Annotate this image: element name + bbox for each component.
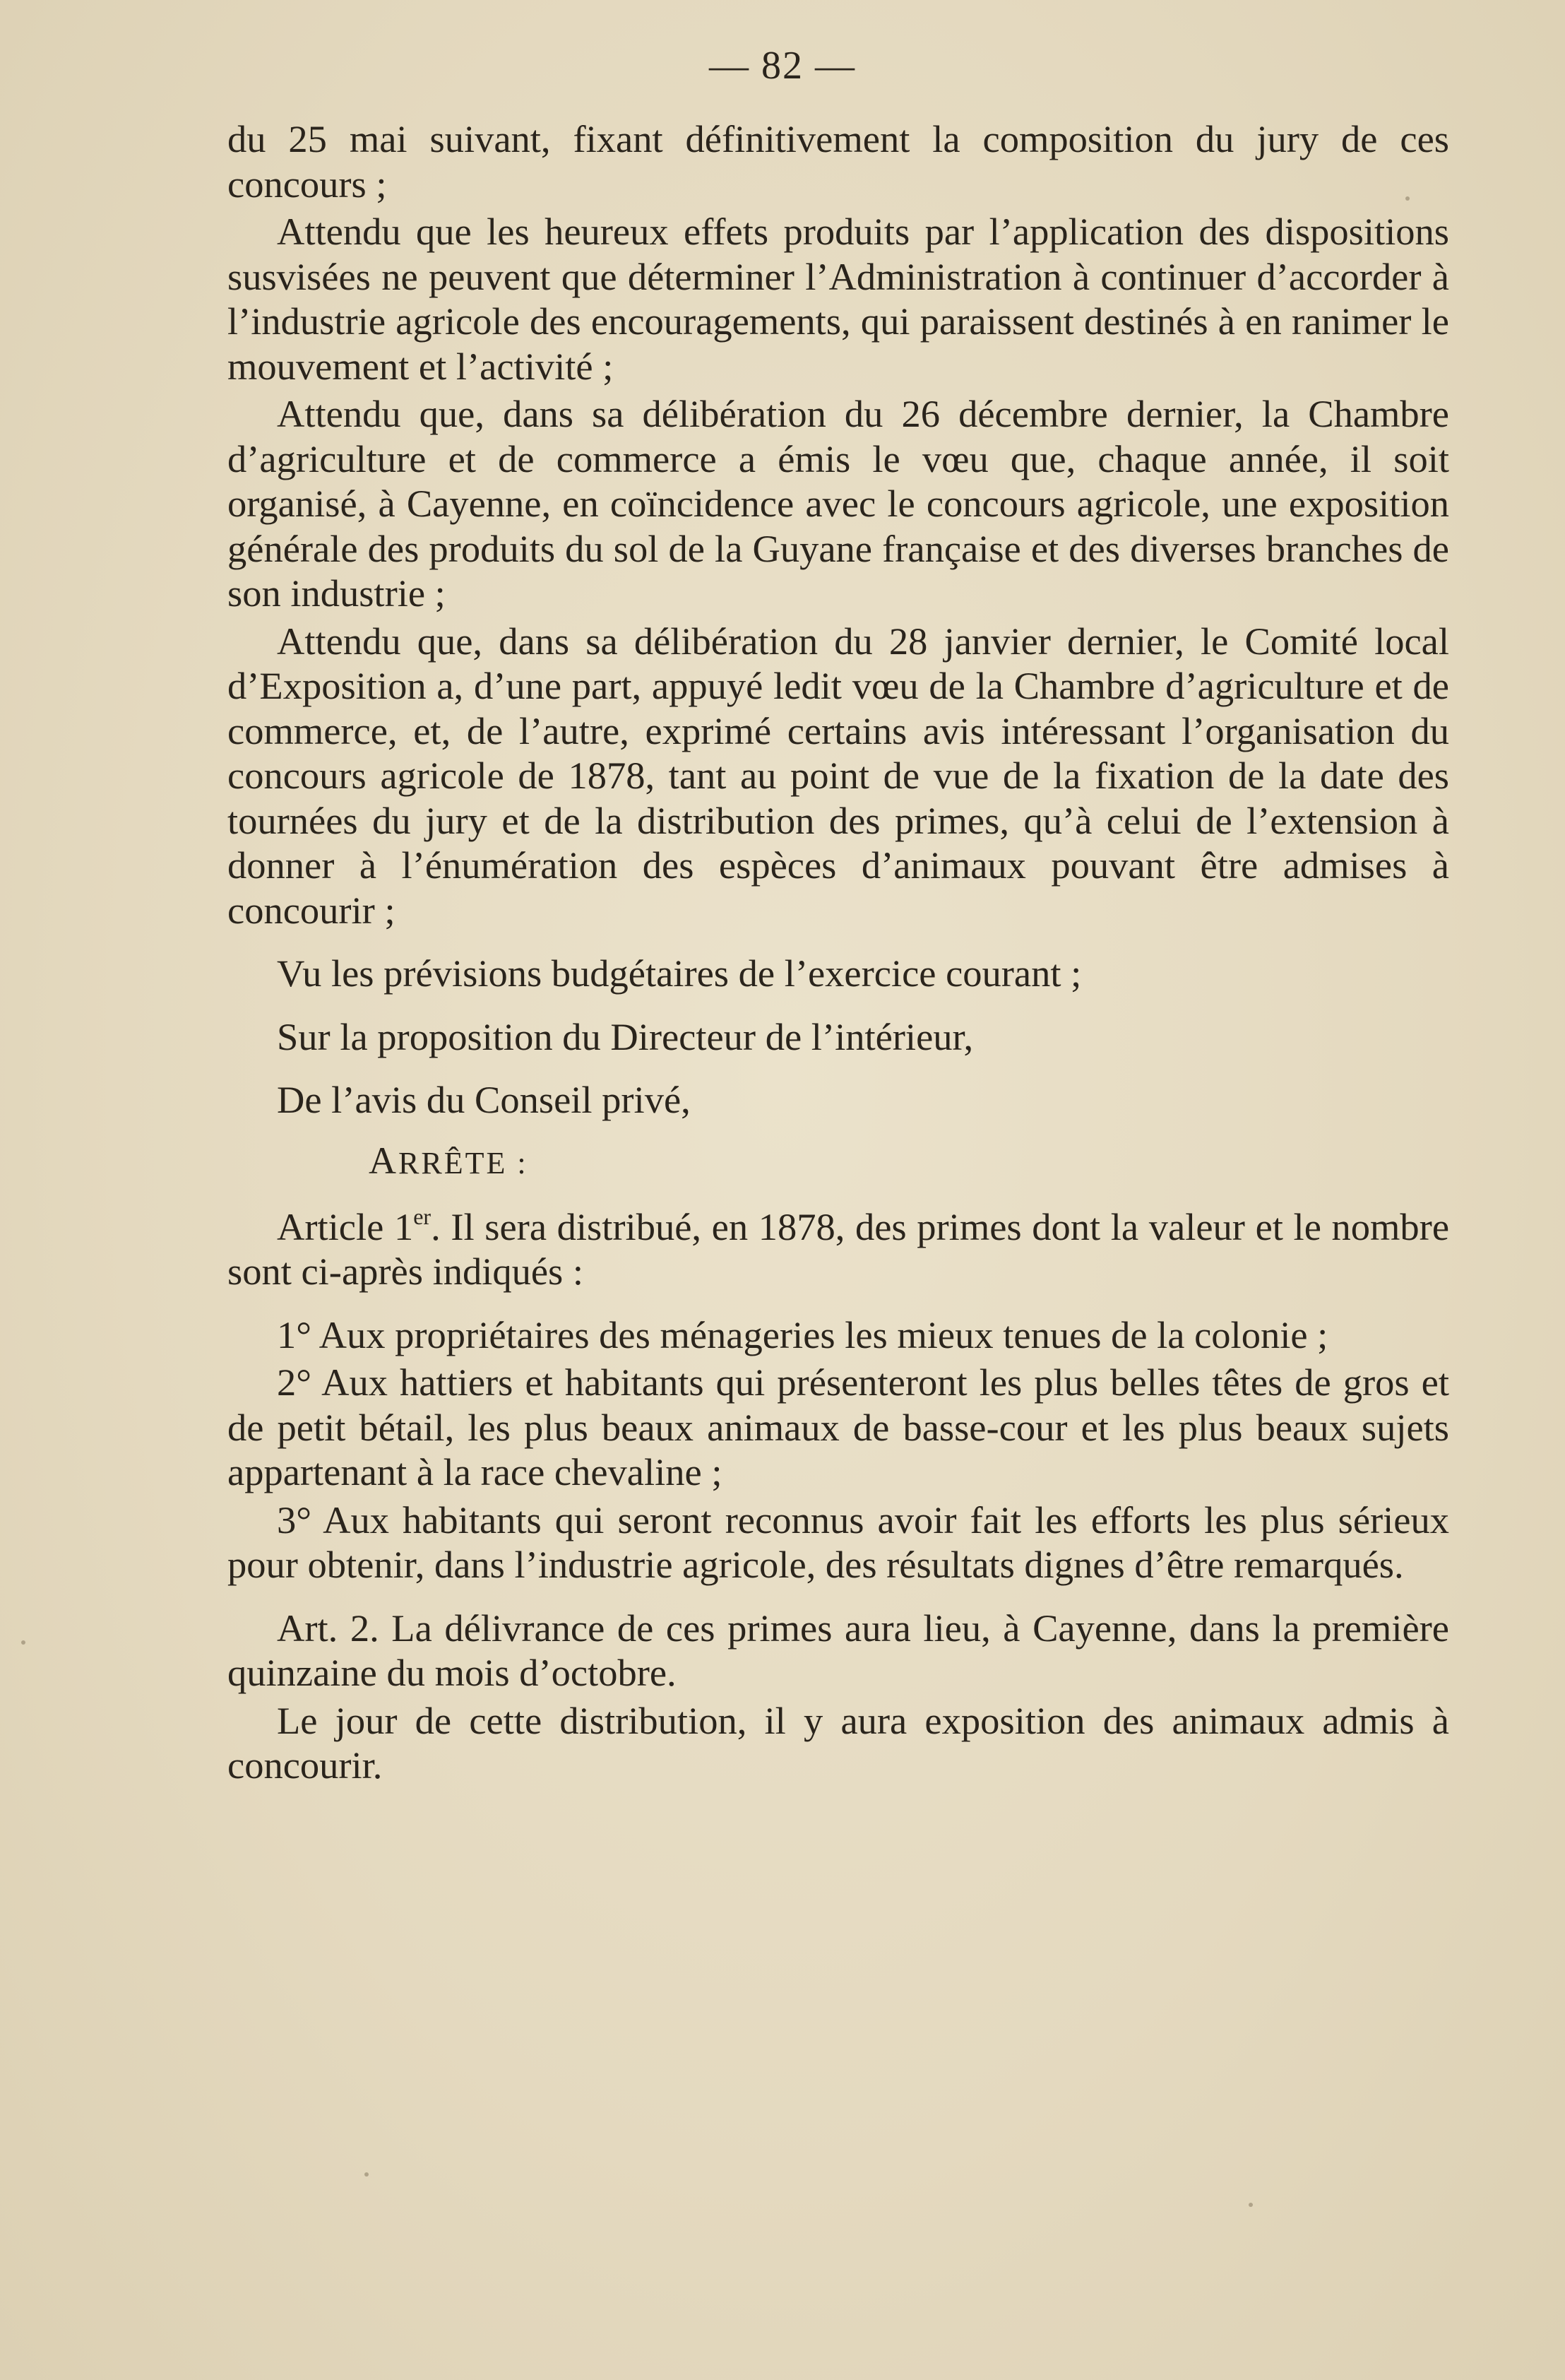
body-text — [227, 117, 1449, 1788]
paragraph-attendu-chambre: Attendu que, dans sa délibération du 26 décembre dernier, la Chambre d’agriculture et de commerce a émis le vœu que, chaque année, il soit organisé, à Cayenne, en coïncidence avec le concours agricole, une exposition générale des produits du sol de la Guyane française et des diverses branches de son industrie ; — [227, 392, 1449, 615]
arrete-heading-rest: RRÊTE : — [398, 1145, 528, 1180]
article-1-text: . Il sera distribué, en 1878, des primes dont la valeur et le nombre sont ci-après indiqués : — [227, 1204, 1450, 1293]
paragraph-avis: De l’avis du Conseil privé, — [277, 1078, 691, 1121]
paper-speck — [1249, 2203, 1253, 2207]
paragraph-attendu-comite: Attendu que, dans sa délibération du 28 janvier dernier, le Comité local d’Exposition a, d’une part, appuyé ledit vœu de la Chambre d’agriculture et de commerce, et, de l’autre, exprimé certains avis intéressant l’organisation du concours agricole de 1878, tant au point de vue de la fixation de la date des tournées du jury et de la distribution des primes, qu’à celui de l’extension à donner à l’énumération des espèces d’animaux pouvant être admises à concourir ; — [227, 619, 1449, 932]
arrete-heading — [227, 1138, 1449, 1186]
article-2: Art. 2. La délivrance de ces primes aura lieu, à Cayenne, dans la première quinzaine du mois d’octobre. — [227, 1606, 1449, 1694]
page-number: — 82 — — [709, 44, 856, 88]
paper-speck — [364, 2172, 369, 2177]
list-item-3: 3° Aux habitants qui seront reconnus avoir fait les efforts les plus sérieux pour obtenir, dans l’industrie agricole, des résultats dignes d’être remarqués. — [227, 1498, 1449, 1586]
closing-paragraph: Le jour de cette distribution, il y aura exposition des animaux admis à concourir. — [227, 1698, 1449, 1787]
article-1-superscript: er — [413, 1203, 432, 1229]
arrete-heading-initial: A — [369, 1139, 398, 1182]
paragraph-attendu-effets: Attendu que les heureux effets produits par l’application des dispositions susvisées ne peuvent que déterminer l’Administration à continuer d’accorder à l’industrie agricole des encouragements, qui paraissent destinés à en ranimer le mouvement et l’activité ; — [227, 210, 1449, 388]
article-1 — [227, 1204, 1449, 1294]
paragraph-proposition: Sur la proposition du Directeur de l’intérieur, — [277, 1014, 974, 1058]
paragraph-continuation: du 25 mai suivant, fixant définitivement la composition du jury de ces concours ; — [227, 117, 1449, 206]
list-item-2: 2° Aux hattiers et habitants qui présenteront les plus belles têtes de gros et de petit bétail, les plus beaux animaux de basse-cour et les plus beaux sujets appartenant à la race chevaline ; — [227, 1361, 1449, 1493]
paragraph-vu: Vu les prévisions budgétaires de l’exercice courant ; — [277, 952, 1082, 995]
paper-speck — [1405, 196, 1410, 201]
list-item-1: 1° Aux propriétaires des ménageries les mieux tenues de la colonie ; — [277, 1313, 1328, 1356]
article-1-prefix: Article 1 — [277, 1204, 414, 1248]
paper-speck — [21, 1640, 25, 1645]
